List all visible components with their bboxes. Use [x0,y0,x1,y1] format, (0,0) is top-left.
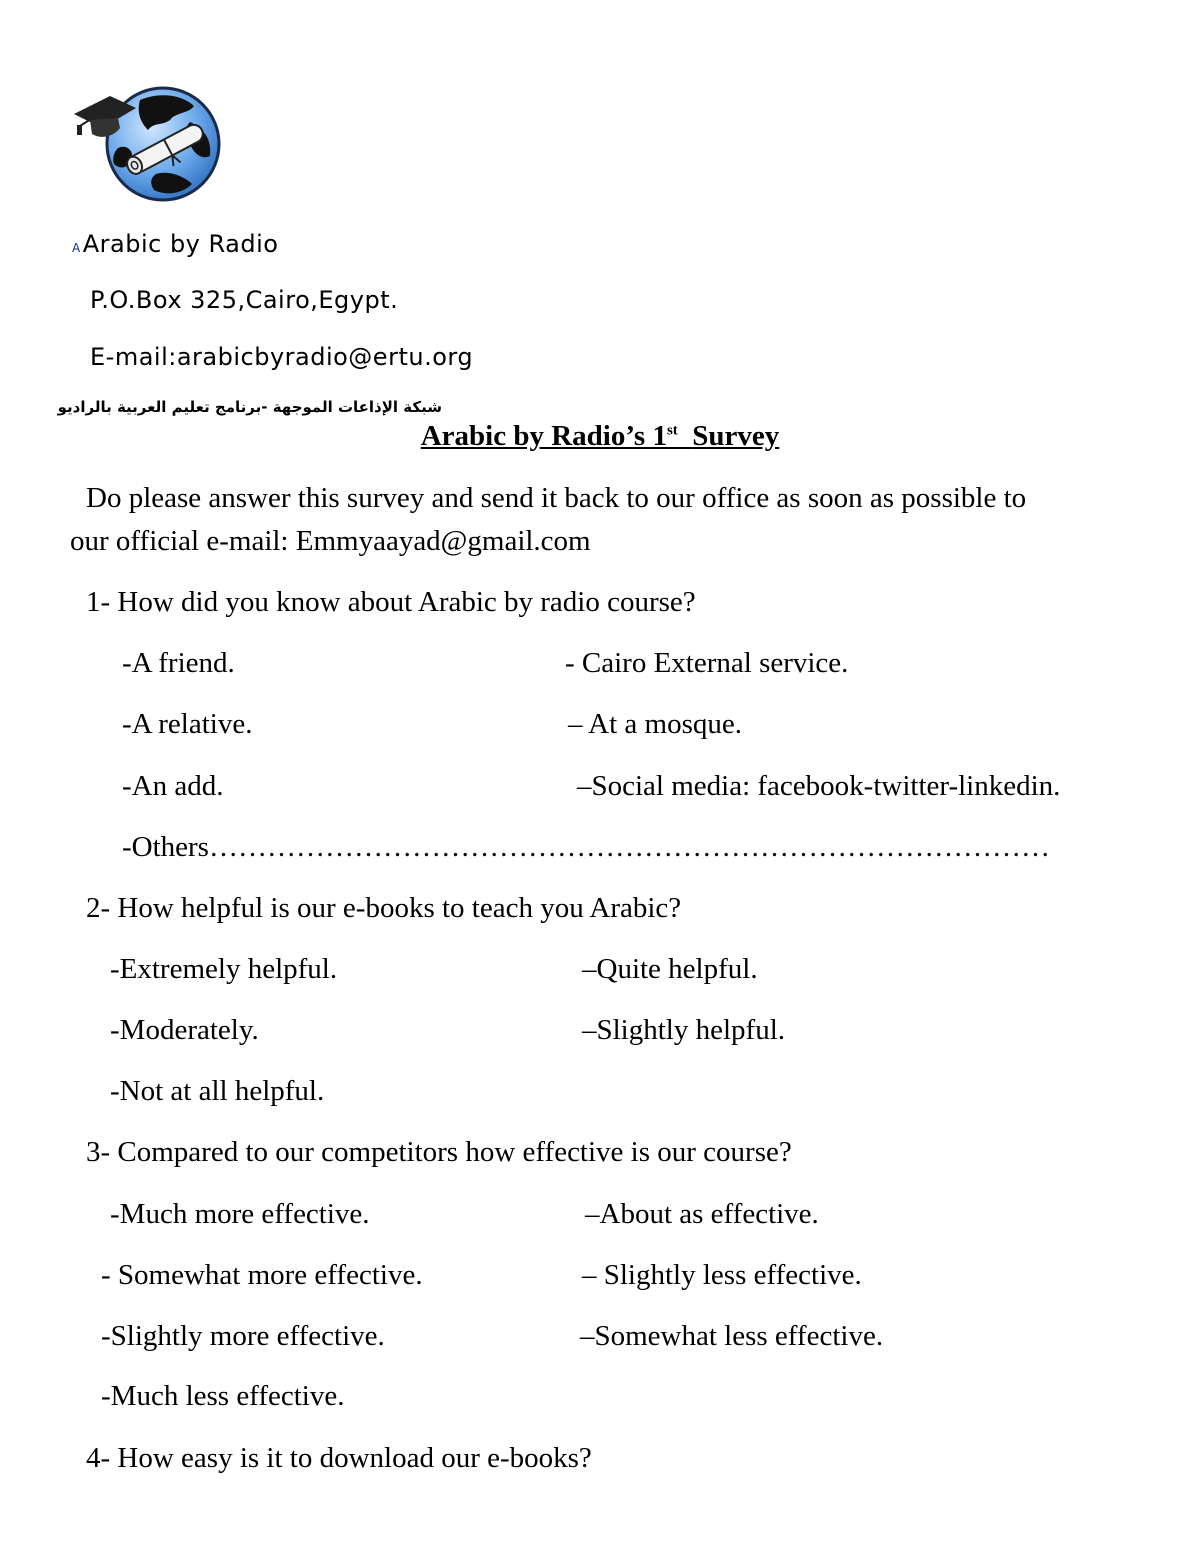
q3-option: -Much less effective. [101,1380,345,1412]
q1-option: -A relative. [122,708,253,740]
email-address: E-mail:arabicbyradio@ertu.org [90,343,474,371]
q2-option: –Slightly helpful. [582,1014,785,1046]
question-4: 4- How easy is it to download our e-books? [86,1442,592,1474]
q2-option: -Extremely helpful. [110,953,338,985]
q1-option: -A friend. [122,647,235,679]
q1-option: -An add. [122,770,224,802]
org-name-line [72,230,278,258]
q1-option: –Social media: facebook-twitter-linkedin. [577,770,1061,802]
title-suffix: Survey [692,420,780,452]
title-sup: st [666,422,678,439]
q1-option: – At a mosque. [568,708,742,740]
question-2: 2- How helpful is our e-books to teach you Arabic? [86,892,682,924]
arabic-tagline: شبكة الإذاعات الموجهة -برنامج تعليم العربية بالراديو [57,398,442,416]
q1-option-others: -Others…………………………………………………………………………… [122,831,1050,863]
q3-option: –About as effective. [585,1198,819,1230]
q3-option: - Somewhat more effective. [101,1259,423,1291]
globe-graduation-logo-icon [70,78,235,203]
q2-option: -Moderately. [110,1014,259,1046]
question-3: 3- Compared to our competitors how effective is our course? [86,1136,792,1168]
q3-option: -Much more effective. [110,1198,370,1230]
q2-option: -Not at all helpful. [110,1075,325,1107]
question-1: 1- How did you know about Arabic by radio course? [86,586,696,618]
q3-option: -Slightly more effective. [101,1320,385,1352]
survey-title [0,420,1200,453]
intro-line-2: our official e-mail: Emmyaayad@gmail.com [70,525,591,557]
q1-option: - Cairo External service. [565,647,849,679]
small-mark: A [72,241,81,255]
q3-option: –Somewhat less effective. [580,1320,884,1352]
title-prefix: Arabic by Radio’s 1 [420,420,667,452]
address: P.O.Box 325,Cairo,Egypt. [90,286,399,314]
q2-option: –Quite helpful. [582,953,758,985]
q3-option: – Slightly less effective. [582,1259,862,1291]
org-name: Arabic by Radio [82,230,279,258]
intro-line-1: Do please answer this survey and send it back to our office as soon as possible to [86,482,1027,514]
